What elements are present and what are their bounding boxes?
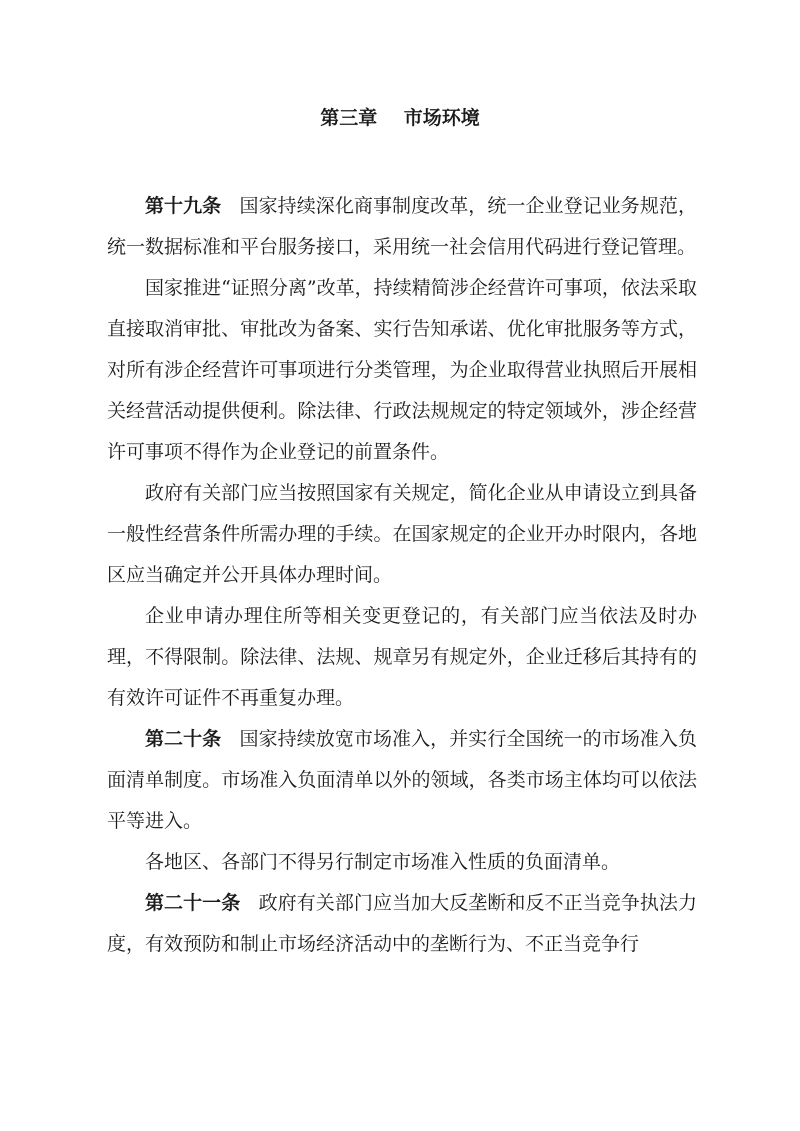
paragraph-text: 国家推进“证照分离”改革，持续精简涉企经营许可事项，依法采取直接取消审批、审批改为备案、实行告知承诺、优化审批服务等方式，对所有涉企经营许可事项进行分类管理，为企业取得营业执照后开展相关经营活动提供便利。除法律、行政法规规定的特定领域外，涉企经营许可事项不得作为企业登记的前置条件。 (107, 277, 697, 463)
paragraph (107, 473, 697, 596)
paragraph (107, 268, 697, 473)
document-body (107, 186, 697, 965)
paragraph (107, 842, 697, 883)
paragraph (107, 596, 697, 719)
paragraph-text: 国家持续深化商事制度改革，统一企业登记业务规范，统一数据标准和平台服务接口，采用统一社会信用代码进行登记管理。 (107, 195, 697, 258)
article-number: 第十九条 (145, 195, 222, 217)
paragraph-article-21 (107, 883, 697, 965)
paragraph-article-20 (107, 719, 697, 842)
paragraph-article-19 (107, 186, 697, 268)
article-number: 第二十条 (145, 728, 222, 750)
paragraph-text: 各地区、各部门不得另行制定市场准入性质的负面清单。 (145, 851, 621, 873)
article-number: 第二十一条 (145, 892, 241, 914)
paragraph-text: 政府有关部门应当加大反垄断和反不正当竞争执法力度，有效预防和制止市场经济活动中的垄断行为、不正当竞争行 (107, 892, 697, 955)
paragraph-text: 国家持续放宽市场准入，并实行全国统一的市场准入负面清单制度。市场准入负面清单以外的领域，各类市场主体均可以依法平等进入。 (107, 728, 697, 832)
paragraph-text: 企业申请办理住所等相关变更登记的，有关部门应当依法及时办理，不得限制。除法律、法规、规章另有规定外，企业迁移后其持有的有效许可证件不再重复办理。 (107, 605, 697, 709)
paragraph-text: 政府有关部门应当按照国家有关规定，简化企业从申请设立到具备一般性经营条件所需办理的手续。在国家规定的企业开办时限内，各地区应当确定并公开具体办理时间。 (107, 482, 697, 586)
chapter-title: 第三章 市场环境 (320, 107, 480, 129)
